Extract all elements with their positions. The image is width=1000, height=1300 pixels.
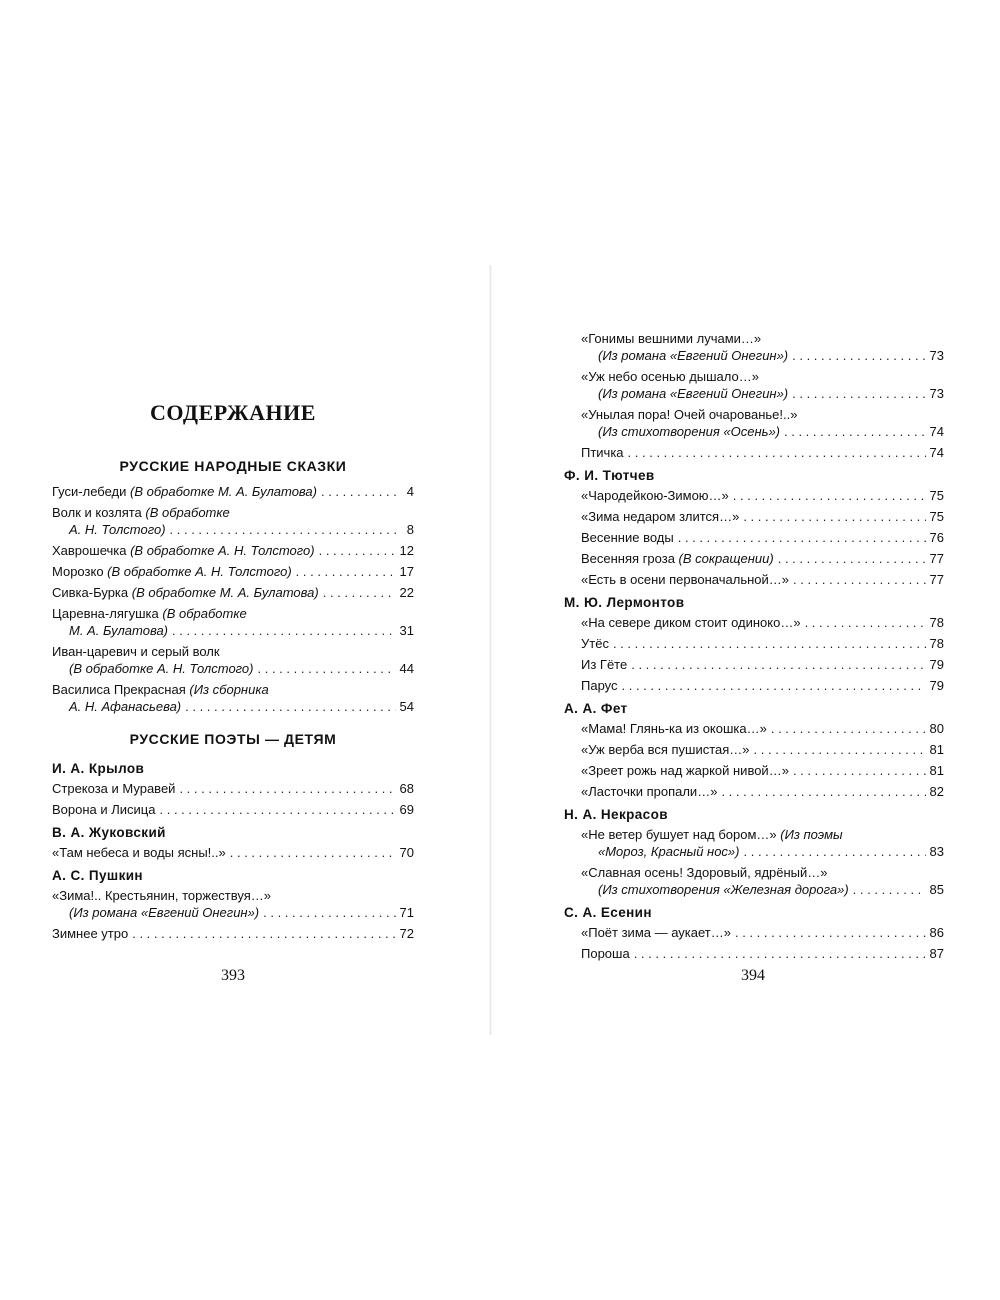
entry-title bbox=[581, 865, 828, 880]
section-heading: РУССКИЕ НАРОДНЫЕ СКАЗКИ bbox=[119, 458, 347, 474]
entry-page-number: 81 bbox=[929, 742, 944, 757]
entry-line-with-page bbox=[581, 881, 944, 898]
entry-title bbox=[52, 483, 317, 500]
toc-entry[interactable] bbox=[564, 550, 944, 567]
toc-entry[interactable] bbox=[564, 783, 944, 800]
toc-entry[interactable] bbox=[564, 720, 944, 737]
entry-title bbox=[581, 945, 630, 962]
toc-entry[interactable] bbox=[564, 656, 944, 673]
entry-title bbox=[69, 660, 254, 677]
toc-entry[interactable] bbox=[52, 483, 414, 500]
toc-entry[interactable] bbox=[564, 677, 944, 694]
entry-line-with-page bbox=[52, 584, 414, 601]
entry-line-with-page bbox=[581, 529, 944, 546]
entry-text: Пороша bbox=[581, 946, 630, 961]
author-heading: Ф. И. Тютчев bbox=[564, 468, 655, 483]
dot-leader bbox=[778, 550, 926, 567]
entry-title bbox=[52, 888, 271, 903]
entry-line-with-page bbox=[52, 521, 414, 538]
entry-text: «Зима!.. Крестьянин, торжествуя…» bbox=[52, 888, 271, 903]
toc-entry[interactable] bbox=[564, 368, 944, 402]
entry-line-with-page bbox=[52, 542, 414, 559]
toc-entry[interactable] bbox=[52, 542, 414, 559]
entry-text: Птичка bbox=[581, 445, 624, 460]
dot-leader bbox=[793, 762, 926, 779]
book-gutter bbox=[489, 265, 492, 1035]
entry-line-with-page bbox=[52, 622, 414, 639]
entry-page-number: 17 bbox=[399, 564, 414, 579]
toc-entry[interactable] bbox=[52, 801, 414, 818]
entry-title bbox=[581, 331, 761, 346]
entry-page-number: 74 bbox=[929, 424, 944, 439]
toc-entry[interactable] bbox=[564, 529, 944, 546]
entry-title bbox=[581, 677, 618, 694]
dot-leader bbox=[323, 584, 396, 601]
entry-page-number: 79 bbox=[929, 678, 944, 693]
entry-note: А. Н. Толстого) bbox=[69, 522, 166, 537]
entry-line-with-page bbox=[581, 635, 944, 652]
toc-entry[interactable] bbox=[564, 826, 944, 860]
entry-line bbox=[581, 864, 944, 881]
dot-leader bbox=[230, 844, 396, 861]
entry-note: М. А. Булатова) bbox=[69, 623, 169, 638]
entry-title bbox=[52, 584, 319, 601]
entry-title bbox=[581, 827, 843, 842]
dot-leader bbox=[744, 843, 926, 860]
dot-leader bbox=[743, 508, 925, 525]
entry-title bbox=[581, 614, 801, 631]
entry-text: Из Гёте bbox=[581, 657, 628, 672]
dot-leader bbox=[634, 945, 926, 962]
dot-leader bbox=[613, 635, 926, 652]
entry-line bbox=[581, 406, 944, 423]
entry-title bbox=[52, 563, 292, 580]
toc-entry[interactable] bbox=[52, 563, 414, 580]
entry-text: «Уж небо осенью дышало…» bbox=[581, 369, 759, 384]
entry-page-number: 75 bbox=[929, 488, 944, 503]
entry-line-with-page bbox=[581, 508, 944, 525]
entry-title bbox=[52, 801, 156, 818]
dot-leader bbox=[793, 571, 926, 588]
toc-entry[interactable] bbox=[52, 681, 414, 715]
author-heading: В. А. Жуковский bbox=[52, 825, 166, 840]
entry-note: (Из сборника bbox=[189, 682, 269, 697]
author-heading: С. А. Есенин bbox=[564, 905, 652, 920]
entry-note: (Из стихотворения «Железная дорога») bbox=[598, 882, 849, 897]
section-heading: РУССКИЕ ПОЭТЫ — ДЕТЯМ bbox=[129, 731, 337, 747]
entry-text: «Зреет рожь над жаркой нивой…» bbox=[581, 763, 789, 778]
entry-line-with-page bbox=[581, 571, 944, 588]
entry-text: Царевна-лягушка bbox=[52, 606, 163, 621]
entry-line-with-page bbox=[581, 720, 944, 737]
entry-page-number: 74 bbox=[929, 445, 944, 460]
entry-page-number: 73 bbox=[929, 386, 944, 401]
entry-page-number: 73 bbox=[929, 348, 944, 363]
entry-title bbox=[581, 508, 739, 525]
author-heading: Н. А. Некрасов bbox=[564, 807, 668, 822]
entry-title bbox=[581, 656, 627, 673]
entry-line-with-page bbox=[581, 614, 944, 631]
entry-page-number: 76 bbox=[929, 530, 944, 545]
entry-text: «На севере диком стоит одиноко…» bbox=[581, 615, 801, 630]
entry-text: Весенние воды bbox=[581, 530, 674, 545]
toc-entry[interactable] bbox=[564, 762, 944, 779]
entry-page-number: 86 bbox=[929, 925, 944, 940]
entry-title bbox=[581, 720, 767, 737]
entry-page-number: 69 bbox=[399, 802, 414, 817]
entry-line bbox=[52, 643, 414, 660]
dot-leader bbox=[805, 614, 926, 631]
page-title: СОДЕРЖАНИЕ bbox=[150, 400, 316, 425]
entry-page-number: 85 bbox=[929, 882, 944, 897]
entry-line-with-page bbox=[581, 444, 944, 461]
entry-title bbox=[69, 698, 181, 715]
toc-entry[interactable] bbox=[52, 584, 414, 601]
dot-leader bbox=[321, 483, 396, 500]
entry-line-with-page bbox=[52, 780, 414, 797]
entry-page-number: 78 bbox=[929, 615, 944, 630]
entry-page-number: 54 bbox=[399, 699, 414, 714]
entry-line-with-page bbox=[581, 924, 944, 941]
entry-note: «Мороз, Красный нос») bbox=[598, 844, 740, 859]
entry-note: (В обработке М. А. Булатова) bbox=[131, 585, 319, 600]
entry-line-with-page bbox=[581, 783, 944, 800]
entry-line bbox=[52, 504, 414, 521]
toc-entry[interactable] bbox=[52, 605, 414, 639]
entry-title bbox=[52, 780, 175, 797]
entry-line-with-page bbox=[52, 801, 414, 818]
entry-text: Парус bbox=[581, 678, 618, 693]
toc-entry[interactable] bbox=[564, 330, 944, 364]
entry-note: (Из романа «Евгений Онегин») bbox=[598, 386, 789, 401]
entry-text: Морозко bbox=[52, 564, 108, 579]
entry-text: «Чародейкою-Зимою…» bbox=[581, 488, 729, 503]
toc-entry[interactable] bbox=[52, 643, 414, 677]
dot-leader bbox=[160, 801, 396, 818]
dot-leader bbox=[784, 423, 926, 440]
toc-entry[interactable] bbox=[564, 864, 944, 898]
entry-line-with-page bbox=[52, 660, 414, 677]
entry-note: (В обработке bbox=[162, 606, 247, 621]
dot-leader bbox=[853, 881, 926, 898]
entry-title bbox=[581, 762, 789, 779]
author-heading: А. А. Фет bbox=[564, 701, 628, 716]
entry-line-with-page bbox=[52, 925, 414, 942]
entry-page-number: 77 bbox=[929, 572, 944, 587]
entry-text: «Унылая пора! Очей очарованье!..» bbox=[581, 407, 798, 422]
toc-entry[interactable] bbox=[564, 508, 944, 525]
entry-text: Гуси-лебеди bbox=[52, 484, 130, 499]
toc-entry[interactable] bbox=[564, 945, 944, 962]
entry-text: Стрекоза и Муравей bbox=[52, 781, 176, 796]
toc-column-left bbox=[52, 456, 414, 946]
toc-entry[interactable] bbox=[564, 487, 944, 504]
dot-leader bbox=[733, 487, 926, 504]
entry-title bbox=[52, 542, 315, 559]
dot-leader bbox=[792, 347, 925, 364]
toc-entry[interactable] bbox=[564, 924, 944, 941]
dot-leader bbox=[735, 924, 926, 941]
entry-title bbox=[581, 550, 774, 567]
toc-entry[interactable] bbox=[564, 571, 944, 588]
entry-text: «Славная осень! Здоровый, ядрёный…» bbox=[581, 865, 828, 880]
entry-page-number: 8 bbox=[406, 522, 414, 537]
entry-line-with-page bbox=[581, 677, 944, 694]
toc-entry[interactable] bbox=[564, 635, 944, 652]
entry-note: А. Н. Афанасьева) bbox=[69, 699, 182, 714]
entry-text: Волк и козлята bbox=[52, 505, 146, 520]
dot-leader bbox=[319, 542, 396, 559]
entry-title bbox=[581, 783, 717, 800]
entry-page-number: 12 bbox=[399, 543, 414, 558]
entry-line-with-page bbox=[581, 550, 944, 567]
dot-leader bbox=[185, 698, 395, 715]
entry-page-number: 87 bbox=[929, 946, 944, 961]
entry-text: Хаврошечка bbox=[52, 543, 131, 558]
entry-line-with-page bbox=[581, 741, 944, 758]
dot-leader bbox=[792, 385, 925, 402]
entry-page-number: 77 bbox=[929, 551, 944, 566]
entry-title bbox=[581, 924, 731, 941]
entry-title bbox=[598, 385, 788, 402]
entry-page-number: 83 bbox=[929, 844, 944, 859]
toc-entry[interactable] bbox=[52, 780, 414, 797]
entry-text: Ворона и Лисица bbox=[52, 802, 156, 817]
entry-page-number: 31 bbox=[399, 623, 414, 638]
entry-note: (В обработке bbox=[145, 505, 230, 520]
entry-page-number: 82 bbox=[929, 784, 944, 799]
entry-title bbox=[598, 423, 780, 440]
entry-line-with-page bbox=[52, 844, 414, 861]
toc-entry[interactable] bbox=[564, 741, 944, 758]
author-heading: А. С. Пушкин bbox=[52, 868, 143, 883]
dot-leader bbox=[721, 783, 925, 800]
entry-note: (В обработке А. Н. Толстого) bbox=[130, 543, 315, 558]
entry-title bbox=[581, 571, 789, 588]
entry-page-number: 79 bbox=[929, 657, 944, 672]
entry-line-with-page bbox=[581, 762, 944, 779]
entry-text: «Ласточки пропали…» bbox=[581, 784, 718, 799]
dot-leader bbox=[631, 656, 925, 673]
dot-leader bbox=[628, 444, 926, 461]
dot-leader bbox=[132, 925, 395, 942]
entry-page-number: 78 bbox=[929, 636, 944, 651]
entry-text: «Там небеса и воды ясны!..» bbox=[52, 845, 226, 860]
entry-line-with-page bbox=[52, 563, 414, 580]
entry-page-number: 4 bbox=[406, 484, 414, 499]
entry-line-with-page bbox=[581, 347, 944, 364]
entry-title bbox=[69, 622, 168, 639]
entry-page-number: 70 bbox=[399, 845, 414, 860]
toc-entry[interactable] bbox=[52, 925, 414, 942]
entry-line-with-page bbox=[581, 945, 944, 962]
toc-entry[interactable] bbox=[52, 504, 414, 538]
entry-title bbox=[52, 925, 128, 942]
entry-text: «Не ветер бушует над бором…» bbox=[581, 827, 781, 842]
entry-title bbox=[52, 505, 230, 520]
entry-note: (В обработке А. Н. Толстого) bbox=[69, 661, 254, 676]
toc-column-right bbox=[564, 330, 944, 966]
toc-entry[interactable] bbox=[52, 887, 414, 921]
entry-line-with-page bbox=[52, 904, 414, 921]
entry-title bbox=[581, 444, 624, 461]
dot-leader bbox=[263, 904, 395, 921]
entry-text: «Гонимы вешними лучами…» bbox=[581, 331, 762, 346]
entry-note: (В сокращении) bbox=[678, 551, 774, 566]
entry-text: Иван-царевич и серый волк bbox=[52, 644, 220, 659]
entry-line-with-page bbox=[581, 656, 944, 673]
entry-line-with-page bbox=[581, 385, 944, 402]
entry-line bbox=[52, 887, 414, 904]
entry-title bbox=[69, 904, 259, 921]
dot-leader bbox=[296, 563, 396, 580]
entry-page-number: 44 bbox=[399, 661, 414, 676]
entry-page-number: 75 bbox=[929, 509, 944, 524]
entry-title bbox=[581, 407, 797, 422]
page-number-left: 393 bbox=[221, 967, 245, 984]
entry-note: (В обработке М. А. Булатова) bbox=[130, 484, 317, 499]
dot-leader bbox=[179, 780, 395, 797]
entry-page-number: 22 bbox=[399, 585, 414, 600]
entry-line-with-page bbox=[52, 483, 414, 500]
entry-title bbox=[598, 881, 849, 898]
author-heading: И. А. Крылов bbox=[52, 761, 145, 776]
entry-text: Весенняя гроза bbox=[581, 551, 679, 566]
entry-title bbox=[581, 635, 609, 652]
entry-text: Сивка-Бурка bbox=[52, 585, 132, 600]
entry-page-number: 81 bbox=[929, 763, 944, 778]
entry-title bbox=[581, 741, 750, 758]
toc-entry[interactable] bbox=[52, 844, 414, 861]
entry-text: «Есть в осени первоначальной…» bbox=[581, 572, 789, 587]
entry-title bbox=[581, 529, 674, 546]
entry-line bbox=[581, 368, 944, 385]
dot-leader bbox=[678, 529, 926, 546]
dot-leader bbox=[771, 720, 926, 737]
entry-title bbox=[598, 347, 788, 364]
entry-text: Зимнее утро bbox=[52, 926, 129, 941]
entry-title bbox=[52, 644, 220, 659]
entry-note: (Из романа «Евгений Онегин») bbox=[598, 348, 789, 363]
dot-leader bbox=[754, 741, 926, 758]
entry-text: «Мама! Глянь-ка из окошка…» bbox=[581, 721, 767, 736]
entry-note: (Из стихотворения «Осень») bbox=[598, 424, 781, 439]
entry-line bbox=[52, 605, 414, 622]
entry-page-number: 71 bbox=[399, 905, 414, 920]
entry-title bbox=[69, 521, 166, 538]
entry-text: «Зима недаром злится…» bbox=[581, 509, 740, 524]
toc-entry[interactable] bbox=[564, 406, 944, 440]
toc-entry[interactable] bbox=[564, 614, 944, 631]
entry-line bbox=[581, 330, 944, 347]
entry-text: Василиса Прекрасная bbox=[52, 682, 190, 697]
entry-page-number: 72 bbox=[399, 926, 414, 941]
entry-text: «Поёт зима — аукает…» bbox=[581, 925, 731, 940]
entry-page-number: 68 bbox=[399, 781, 414, 796]
entry-line-with-page bbox=[581, 487, 944, 504]
author-heading: М. Ю. Лермонтов bbox=[564, 595, 685, 610]
entry-title bbox=[52, 606, 247, 621]
toc-entry[interactable] bbox=[564, 444, 944, 461]
entry-title bbox=[598, 843, 740, 860]
dot-leader bbox=[258, 660, 396, 677]
entry-page-number: 80 bbox=[929, 721, 944, 736]
page-number-right: 394 bbox=[741, 967, 765, 984]
entry-line-with-page bbox=[581, 423, 944, 440]
entry-title bbox=[52, 844, 226, 861]
dot-leader bbox=[172, 622, 396, 639]
entry-title bbox=[581, 487, 729, 504]
entry-line bbox=[581, 826, 944, 843]
entry-title bbox=[52, 682, 269, 697]
entry-line-with-page bbox=[52, 698, 414, 715]
entry-note: (Из романа «Евгений Онегин») bbox=[69, 905, 260, 920]
entry-line-with-page bbox=[581, 843, 944, 860]
dot-leader bbox=[622, 677, 926, 694]
dot-leader bbox=[170, 521, 396, 538]
entry-text: «Уж верба вся пушистая…» bbox=[581, 742, 750, 757]
entry-note: (В обработке А. Н. Толстого) bbox=[107, 564, 292, 579]
entry-title bbox=[581, 369, 759, 384]
entry-line bbox=[52, 681, 414, 698]
entry-note: (Из поэмы bbox=[780, 827, 843, 842]
entry-text: Утёс bbox=[581, 636, 609, 651]
